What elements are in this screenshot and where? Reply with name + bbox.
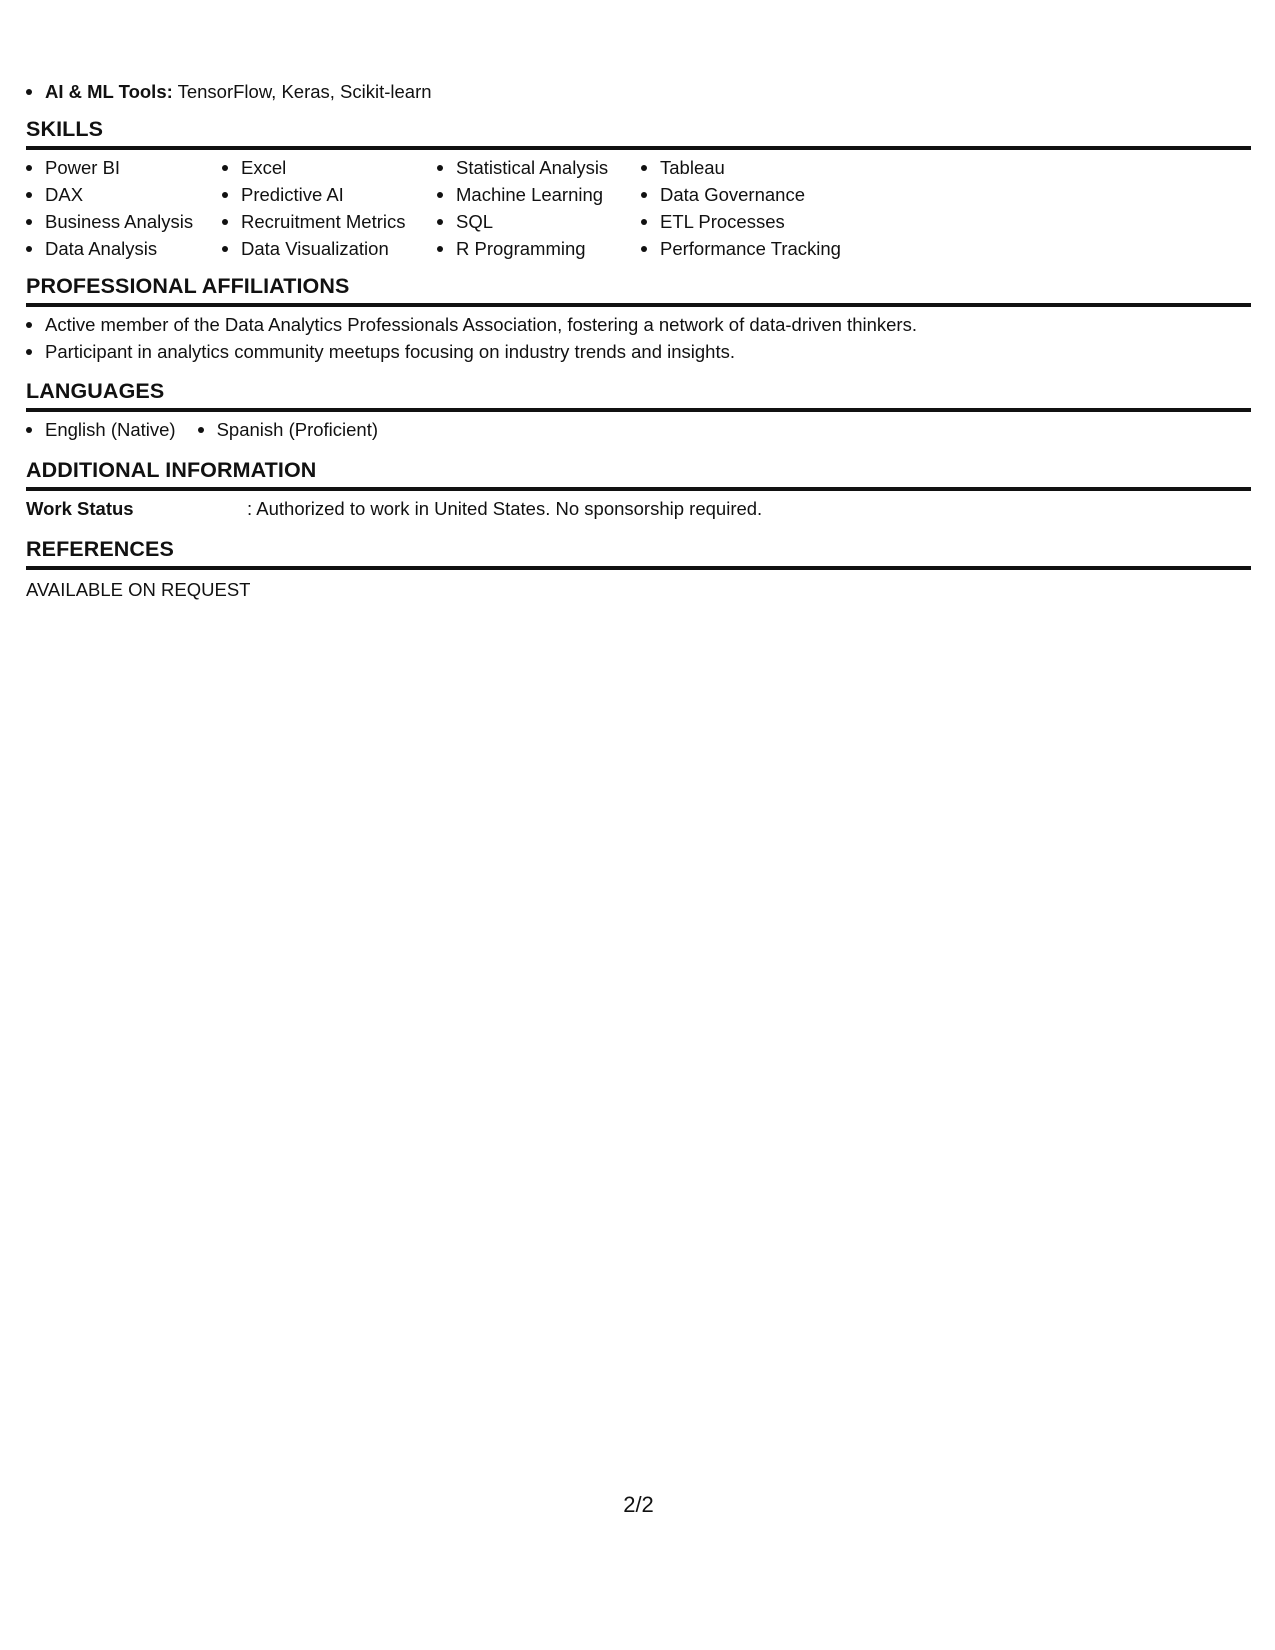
references-text: AVAILABLE ON REQUEST: [26, 579, 251, 600]
additional-info-heading: ADDITIONAL INFORMATION: [26, 456, 1251, 491]
affiliation-item: Active member of the Data Analytics Professionals Association, fostering a network of data-driven thinkers.: [26, 311, 1251, 338]
affiliations-heading: PROFESSIONAL AFFILIATIONS: [26, 272, 1251, 307]
affiliations-list: [26, 311, 1251, 365]
affiliation-item: Participant in analytics community meetups focusing on industry trends and insights.: [26, 338, 1251, 365]
resume-page: [26, 0, 1251, 1650]
tools-value: TensorFlow, Keras, Scikit-learn: [177, 81, 432, 102]
affiliations-section: [26, 272, 1251, 365]
skill-item: DAX: [26, 181, 222, 208]
language-item: English (Native): [26, 416, 176, 443]
languages-list: [26, 416, 1251, 443]
work-status-value: : Authorized to work in United States. No sponsorship required.: [247, 498, 763, 519]
skill-item: Data Analysis: [26, 235, 222, 262]
skill-item: Tableau: [641, 154, 901, 181]
skill-item: Data Visualization: [222, 235, 437, 262]
skill-item: Performance Tracking: [641, 235, 901, 262]
page-number: 2/2: [623, 1492, 654, 1517]
additional-info-section: [26, 456, 1251, 522]
skill-item: Excel: [222, 154, 437, 181]
skill-item: Statistical Analysis: [437, 154, 641, 181]
skills-section: [26, 115, 1251, 262]
skill-item: Predictive AI: [222, 181, 437, 208]
skill-item: ETL Processes: [641, 208, 901, 235]
skill-item: Power BI: [26, 154, 222, 181]
technical-skills-list: [26, 78, 432, 105]
skill-item: R Programming: [437, 235, 641, 262]
skill-item: Data Governance: [641, 181, 901, 208]
skills-column-2: [222, 154, 437, 262]
work-status-label: Work Status: [26, 498, 134, 519]
tools-item: [26, 78, 432, 105]
languages-section: [26, 377, 1251, 443]
references-section: [26, 535, 1251, 603]
skill-item: SQL: [437, 208, 641, 235]
references-heading: REFERENCES: [26, 535, 1251, 570]
skills-column-3: [437, 154, 641, 262]
skills-column-4: [641, 154, 901, 262]
work-status-row: [26, 495, 1251, 522]
skill-item: Machine Learning: [437, 181, 641, 208]
languages-heading: LANGUAGES: [26, 377, 1251, 412]
skills-grid: [26, 154, 1251, 262]
skill-item: Business Analysis: [26, 208, 222, 235]
language-item: Spanish (Proficient): [198, 416, 378, 443]
tools-label: AI & ML Tools:: [45, 81, 173, 102]
skills-column-1: [26, 154, 222, 262]
skill-item: Recruitment Metrics: [222, 208, 437, 235]
skills-heading: SKILLS: [26, 115, 1251, 150]
